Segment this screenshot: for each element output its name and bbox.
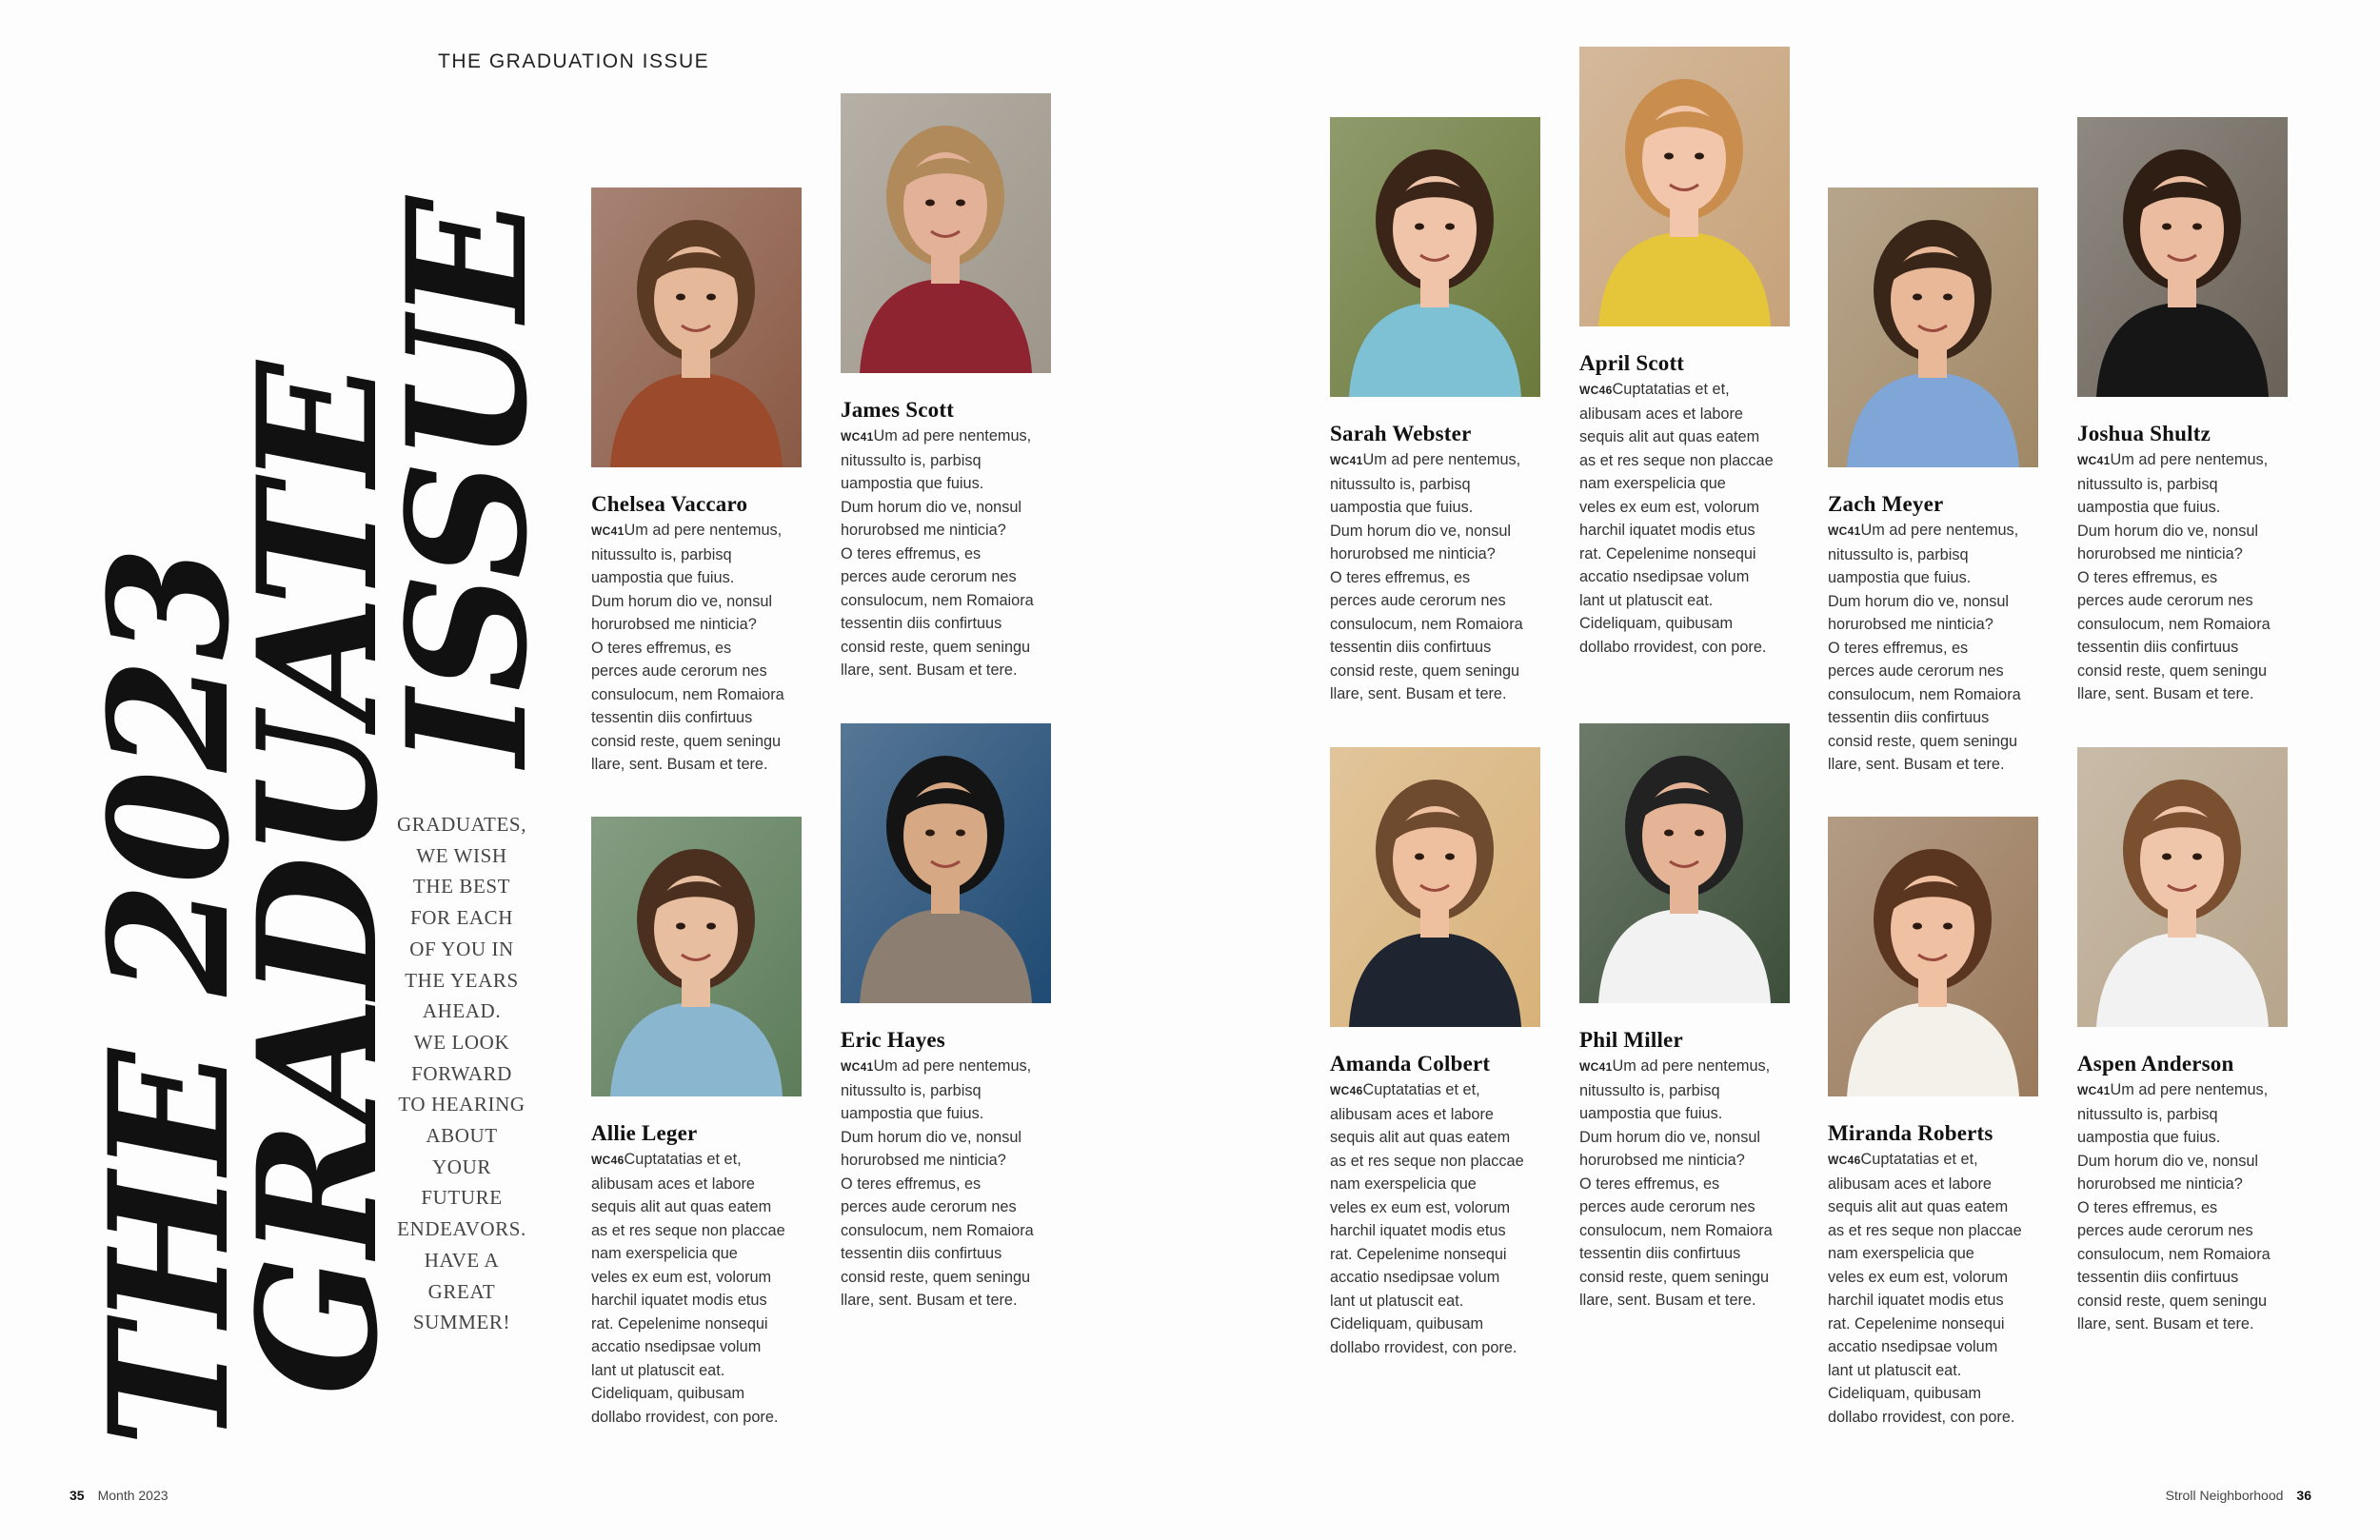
page-number-right: 36 — [2296, 1488, 2311, 1503]
bio-line: nitussulto is, parbisq — [591, 545, 732, 563]
bio-line: perces aude cerorum nes — [1828, 662, 2004, 680]
bio-line: llare, sent. Busam et tere. — [2077, 685, 2254, 702]
bio-line — [1330, 448, 1551, 473]
bio-line — [591, 1148, 812, 1173]
bio-line: veles ex eum est, volorum — [1828, 1268, 2009, 1286]
graduate-code: WC41 — [591, 524, 625, 538]
graduate-photo — [1330, 747, 1540, 1027]
bio-line: rat. Cepelenime nonsequi — [591, 1314, 768, 1333]
bio-line: as et res seque non placcae — [591, 1221, 785, 1239]
graduate-photo — [2077, 747, 2288, 1027]
bio-line: Dum horum dio ve, nonsul — [841, 498, 1022, 516]
bio-text: Um ad pere nentemus, — [873, 427, 1032, 444]
graduate-photo — [591, 817, 802, 1096]
bio-line: Dum horum dio ve, nonsul — [2077, 1152, 2259, 1170]
bio-line: veles ex eum est, volorum — [591, 1268, 772, 1286]
bio-line — [841, 424, 1061, 449]
bio-line: consid reste, quem seningu — [1330, 661, 1520, 680]
bio-line: lant ut platuscit eat. — [591, 1361, 725, 1379]
bio-line: horurobsed me ninticia? — [841, 522, 1006, 539]
bio-line: consulocum, nem Romaiora — [1828, 685, 2021, 703]
bio-line: consulocum, nem Romaiora — [591, 685, 784, 703]
bio-line: uampostia que fuius. — [841, 1105, 984, 1122]
graduate-card — [1330, 117, 1551, 706]
bio-line: rat. Cepelenime nonsequi — [1330, 1245, 1507, 1263]
bio-line — [1828, 1148, 2049, 1173]
bio-line: nitussulto is, parbisq — [2077, 1105, 2218, 1123]
graduate-card — [841, 93, 1061, 682]
bio-line: consulocum, nem Romaiora — [841, 1221, 1034, 1239]
bio-line: Dum horum dio ve, nonsul — [1579, 1128, 1761, 1146]
graduate-card — [1579, 723, 1800, 1313]
bio-text: Um ad pere nentemus, — [1860, 522, 2019, 539]
graduate-card — [1828, 188, 2049, 777]
bio-line: nitussulto is, parbisq — [1330, 475, 1471, 493]
graduate-name: Zach Meyer — [1828, 492, 1944, 516]
graduate-code: WC41 — [2077, 454, 2111, 467]
big-title-line-3: ISSUE — [370, 198, 564, 766]
bio-line — [841, 1055, 1061, 1079]
message-line: GREAT — [427, 1279, 496, 1303]
bio-line: Dum horum dio ve, nonsul — [591, 592, 773, 610]
bio-line: horurobsed me ninticia? — [2077, 1175, 2243, 1193]
graduate-name: Aspen Anderson — [2077, 1052, 2234, 1076]
bio-line: uampostia que fuius. — [1579, 1105, 1723, 1122]
bio-line: sequis alit aut quas eatem — [591, 1198, 772, 1215]
bio-line: consid reste, quem seningu — [841, 638, 1031, 656]
bio-line: uampostia que fuius. — [591, 569, 735, 586]
issue-header: THE GRADUATION ISSUE — [438, 50, 710, 72]
bio-line: harchil iquatet modis etus — [1579, 522, 1755, 539]
bio-line: llare, sent. Busam et tere. — [1330, 685, 1507, 702]
bio-line: consid reste, quem seningu — [1828, 732, 2018, 750]
graduate-card — [1828, 817, 2049, 1429]
bio-line: horurobsed me ninticia? — [591, 616, 757, 633]
bio-line: uampostia que fuius. — [1828, 569, 1972, 586]
bio-line: tessentin diis confirtuus — [841, 1245, 1002, 1262]
bio-text: Um ad pere nentemus, — [873, 1057, 1032, 1075]
graduate-bio — [1579, 378, 1800, 659]
bio-line: horurobsed me ninticia? — [1330, 545, 1496, 563]
bio-line: horurobsed me ninticia? — [1828, 616, 1993, 633]
bio-line: horurobsed me ninticia? — [841, 1152, 1006, 1169]
bio-line: accatio nsedipsae volum — [591, 1338, 762, 1355]
bio-line: veles ex eum est, volorum — [1330, 1198, 1511, 1216]
bio-line: consid reste, quem seningu — [1579, 1268, 1770, 1286]
bio-line: Dum horum dio ve, nonsul — [1828, 592, 2010, 610]
graduate-photo — [1579, 47, 1790, 326]
graduate-message — [390, 809, 533, 1338]
graduate-card — [1579, 47, 1800, 659]
bio-line: tessentin diis confirtuus — [841, 615, 1002, 632]
message-line: WE LOOK — [413, 1030, 510, 1054]
message-line: YOUR — [432, 1155, 491, 1178]
graduate-code: WC41 — [1828, 524, 1861, 538]
bio-line: dollabo rrovidest, con pore. — [1330, 1338, 1517, 1356]
bio-line: O teres effremus, es — [841, 544, 982, 563]
graduate-bio — [591, 1148, 812, 1429]
bio-line: O teres effremus, es — [2077, 1198, 2218, 1216]
bio-line: perces aude cerorum nes — [2077, 1222, 2253, 1239]
graduate-code: WC41 — [1579, 1060, 1613, 1074]
message-line: GRADUATES, — [396, 813, 527, 836]
bio-line — [2077, 448, 2298, 473]
graduate-code: WC41 — [1330, 454, 1363, 467]
message-line: HAVE A — [424, 1248, 500, 1272]
graduate-name: April Scott — [1579, 351, 1685, 375]
bio-line: harchil iquatet modis etus — [1330, 1222, 1506, 1239]
graduate-bio — [841, 424, 1061, 682]
bio-text: Um ad pere nentemus, — [624, 522, 783, 539]
bio-line — [1579, 1055, 1800, 1079]
graduate-bio — [1828, 1148, 2049, 1429]
bio-line: O teres effremus, es — [1330, 568, 1471, 586]
bio-line: tessentin diis confirtuus — [2077, 1269, 2239, 1286]
graduate-name: Eric Hayes — [841, 1028, 945, 1052]
bio-line: horurobsed me ninticia? — [1579, 1152, 1745, 1169]
graduate-card — [2077, 747, 2298, 1336]
bio-line: veles ex eum est, volorum — [1579, 498, 1760, 516]
graduate-name: Joshua Shultz — [2077, 422, 2211, 445]
bio-line: nitussulto is, parbisq — [841, 451, 982, 469]
bio-line: tessentin diis confirtuus — [2077, 639, 2239, 656]
bio-line — [1330, 1078, 1551, 1103]
graduate-card — [2077, 117, 2298, 706]
graduate-photo — [1828, 817, 2038, 1096]
bio-line: tessentin diis confirtuus — [591, 709, 753, 726]
bio-line: O teres effremus, es — [1828, 639, 1969, 657]
bio-line: as et res seque non placcae — [1828, 1221, 2022, 1239]
graduate-bio — [1330, 448, 1551, 706]
bio-line: lant ut platuscit eat. — [1579, 591, 1714, 609]
bio-line: perces aude cerorum nes — [2077, 592, 2253, 609]
issue-date: Month 2023 — [97, 1488, 169, 1503]
graduate-photo — [841, 93, 1051, 373]
graduate-code: WC46 — [1828, 1154, 1861, 1167]
graduate-name: Amanda Colbert — [1330, 1052, 1491, 1076]
message-line: OF YOU IN — [409, 937, 514, 960]
bio-line: consulocum, nem Romaiora — [2077, 615, 2271, 633]
message-line: ABOUT — [426, 1124, 498, 1148]
bio-line: O teres effremus, es — [2077, 568, 2218, 586]
bio-line: consulocum, nem Romaiora — [2077, 1245, 2271, 1263]
bio-line — [591, 519, 812, 543]
bio-line: perces aude cerorum nes — [1579, 1198, 1755, 1215]
bio-line: Dum horum dio ve, nonsul — [1330, 522, 1512, 540]
graduate-bio — [1330, 1078, 1551, 1359]
bio-line: Cideliquam, quibusam — [1330, 1315, 1484, 1333]
bio-text: Um ad pere nentemus, — [1612, 1057, 1771, 1075]
bio-line: consulocum, nem Romaiora — [841, 591, 1034, 609]
bio-line: rat. Cepelenime nonsequi — [1579, 544, 1756, 563]
bio-text: Cuptatatias et et, — [1362, 1081, 1480, 1098]
bio-line: nam exerspelicia que — [1828, 1245, 1974, 1262]
bio-line: perces aude cerorum nes — [841, 1198, 1017, 1215]
page-number-left: 35 — [69, 1488, 85, 1503]
bio-line: horurobsed me ninticia? — [2077, 545, 2243, 563]
graduate-bio — [2077, 448, 2298, 706]
bio-line: nam exerspelicia que — [1330, 1175, 1477, 1193]
message-line: WE WISH — [416, 843, 507, 867]
bio-line: sequis alit aut quas eatem — [1828, 1198, 2009, 1215]
graduate-bio — [841, 1055, 1061, 1313]
bio-line — [2077, 1078, 2298, 1103]
message-line: THE BEST — [412, 875, 511, 898]
graduate-photo — [591, 188, 802, 467]
bio-text: Um ad pere nentemus, — [2110, 1081, 2269, 1098]
bio-line: consid reste, quem seningu — [2077, 661, 2268, 680]
bio-line: Cideliquam, quibusam — [591, 1385, 745, 1402]
graduate-bio — [591, 519, 812, 777]
bio-line: alibusam aces et labore — [1579, 405, 1743, 423]
bio-line: as et res seque non placcae — [1330, 1152, 1524, 1170]
bio-line: accatio nsedipsae volum — [1828, 1338, 1998, 1355]
bio-line: perces aude cerorum nes — [1330, 592, 1506, 609]
graduate-code: WC41 — [2077, 1084, 2111, 1097]
bio-line: accatio nsedipsae volum — [1579, 568, 1750, 585]
bio-line: uampostia que fuius. — [2077, 1129, 2221, 1146]
footer-right — [2166, 1488, 2311, 1503]
bio-line: llare, sent. Busam et tere. — [841, 1292, 1018, 1309]
bio-line: tessentin diis confirtuus — [1330, 639, 1492, 656]
message-line: AHEAD. — [422, 999, 502, 1023]
graduate-photo — [2077, 117, 2288, 397]
bio-line: uampostia que fuius. — [2077, 499, 2221, 516]
bio-line: nitussulto is, parbisq — [1579, 1081, 1720, 1099]
publication-name: Stroll Neighborhood — [2165, 1488, 2284, 1503]
footer-left — [69, 1488, 169, 1503]
graduate-code: WC41 — [841, 1060, 874, 1074]
graduate-photo — [1828, 188, 2038, 467]
bio-line: alibusam aces et labore — [1828, 1175, 1992, 1193]
bio-line: uampostia que fuius. — [841, 475, 984, 492]
bio-line: accatio nsedipsae volum — [1330, 1269, 1500, 1286]
graduate-photo — [1579, 723, 1790, 1003]
bio-text: Um ad pere nentemus, — [2110, 451, 2269, 468]
graduate-card — [591, 817, 812, 1429]
bio-text: Cuptatatias et et, — [624, 1151, 742, 1168]
bio-line: O teres effremus, es — [1579, 1175, 1720, 1193]
bio-line: rat. Cepelenime nonsequi — [1828, 1314, 2005, 1333]
message-line: FORWARD — [411, 1061, 512, 1085]
bio-line: consulocum, nem Romaiora — [1330, 615, 1523, 633]
graduate-code: WC41 — [841, 430, 874, 444]
message-line: FOR EACH — [409, 906, 514, 930]
bio-line: llare, sent. Busam et tere. — [591, 756, 768, 773]
bio-line: llare, sent. Busam et tere. — [1828, 756, 2005, 773]
bio-line: uampostia que fuius. — [1330, 499, 1474, 516]
bio-line: Dum horum dio ve, nonsul — [841, 1128, 1022, 1146]
bio-line — [1828, 519, 2049, 543]
big-title-line-1: THE 2023 — [72, 547, 266, 1447]
graduate-bio — [1828, 519, 2049, 777]
bio-line: consulocum, nem Romaiora — [1579, 1221, 1773, 1239]
bio-line: Dum horum dio ve, nonsul — [2077, 522, 2259, 540]
bio-line — [1579, 378, 1800, 403]
graduate-name: James Scott — [841, 398, 955, 422]
bio-line: sequis alit aut quas eatem — [1330, 1129, 1511, 1146]
bio-line: dollabo rrovidest, con pore. — [591, 1408, 779, 1426]
graduate-code: WC46 — [591, 1154, 625, 1167]
graduate-name: Miranda Roberts — [1828, 1121, 1993, 1145]
bio-line: perces aude cerorum nes — [591, 662, 767, 680]
bio-line: perces aude cerorum nes — [841, 568, 1017, 585]
bio-line: Cideliquam, quibusam — [1579, 615, 1734, 632]
bio-line: nam exerspelicia que — [591, 1245, 738, 1262]
bio-text: Cuptatatias et et, — [1612, 381, 1730, 398]
graduate-card — [591, 188, 812, 777]
bio-line: consid reste, quem seningu — [841, 1268, 1031, 1286]
bio-line: alibusam aces et labore — [1330, 1105, 1494, 1123]
bio-line: harchil iquatet modis etus — [1828, 1292, 2004, 1309]
bio-line: sequis alit aut quas eatem — [1579, 428, 1760, 445]
bio-line: tessentin diis confirtuus — [1579, 1245, 1741, 1262]
bio-line: nitussulto is, parbisq — [841, 1081, 982, 1099]
message-line: TO HEARING — [398, 1093, 526, 1116]
bio-line: consid reste, quem seningu — [591, 732, 782, 750]
bio-line: Cideliquam, quibusam — [1828, 1385, 1982, 1402]
message-line: ENDEAVORS. — [397, 1217, 526, 1241]
graduate-name: Phil Miller — [1579, 1028, 1683, 1052]
bio-line: nitussulto is, parbisq — [1828, 545, 1969, 563]
bio-line: llare, sent. Busam et tere. — [1579, 1292, 1756, 1309]
bio-line: dollabo rrovidest, con pore. — [1828, 1408, 2015, 1426]
message-line: SUMMER! — [412, 1311, 511, 1334]
bio-line: alibusam aces et labore — [591, 1175, 755, 1193]
bio-line: lant ut platuscit eat. — [1828, 1361, 1962, 1379]
bio-line: llare, sent. Busam et tere. — [2077, 1315, 2254, 1333]
bio-text: Um ad pere nentemus, — [1362, 451, 1521, 468]
graduate-name: Chelsea Vaccaro — [591, 492, 748, 516]
graduate-card — [1330, 747, 1551, 1359]
graduate-bio — [2077, 1078, 2298, 1336]
graduate-name: Allie Leger — [591, 1121, 698, 1145]
bio-text: Cuptatatias et et, — [1860, 1151, 1978, 1168]
bio-line: llare, sent. Busam et tere. — [841, 661, 1018, 679]
bio-line: tessentin diis confirtuus — [1828, 709, 1990, 726]
bio-line: lant ut platuscit eat. — [1330, 1292, 1464, 1310]
bio-line: O teres effremus, es — [591, 639, 732, 657]
bio-line: nitussulto is, parbisq — [2077, 475, 2218, 493]
bio-line: O teres effremus, es — [841, 1175, 982, 1193]
graduate-photo — [841, 723, 1051, 1003]
graduate-code: WC46 — [1330, 1084, 1363, 1097]
graduate-bio — [1579, 1055, 1800, 1313]
bio-line: harchil iquatet modis etus — [591, 1292, 767, 1309]
graduate-name: Sarah Webster — [1330, 422, 1472, 445]
message-line: THE YEARS — [405, 968, 519, 992]
graduate-code: WC46 — [1579, 384, 1613, 397]
big-title-line-2: GRADUATE — [221, 363, 414, 1395]
graduate-card — [841, 723, 1061, 1313]
bio-line: as et res seque non placcae — [1579, 451, 1774, 469]
bio-line: dollabo rrovidest, con pore. — [1579, 638, 1767, 656]
graduate-photo — [1330, 117, 1540, 397]
bio-line: nam exerspelicia que — [1579, 475, 1726, 492]
message-line: FUTURE — [421, 1186, 503, 1210]
bio-line: consid reste, quem seningu — [2077, 1292, 2268, 1310]
